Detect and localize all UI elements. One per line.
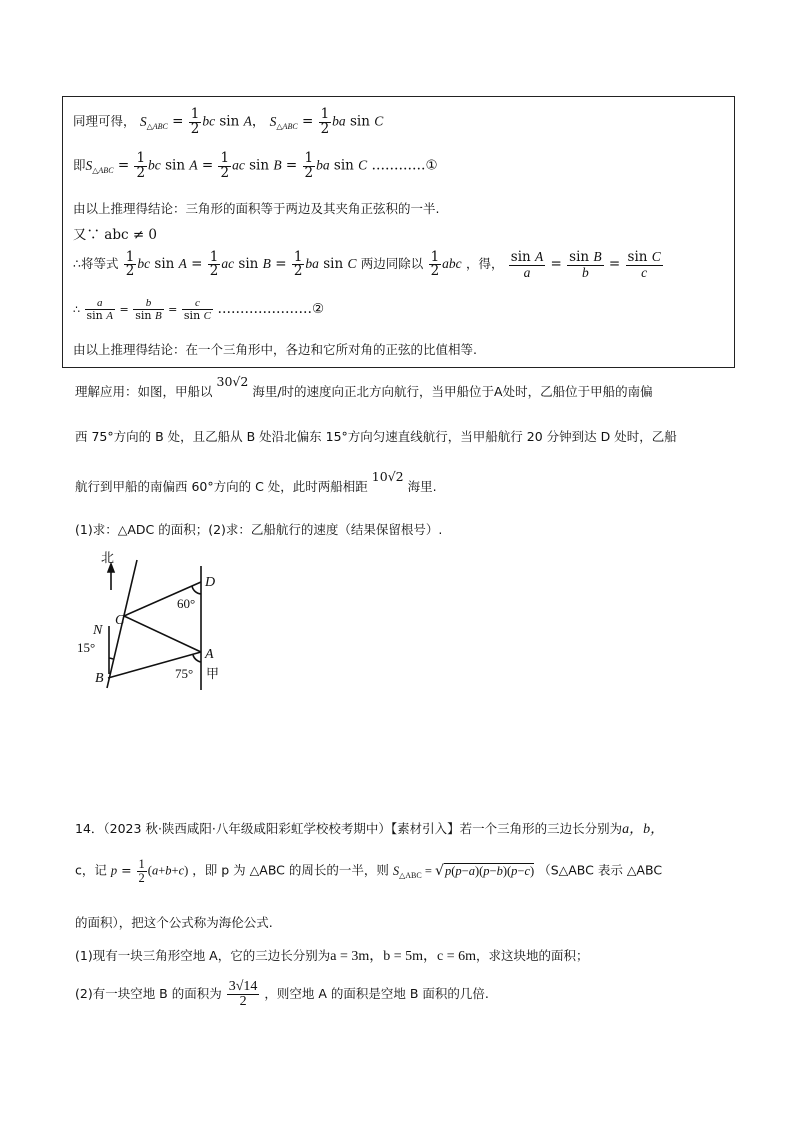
proof-marker-2: …………………② — [217, 301, 325, 317]
problem-14-q1-values: a = 3m，b = 5m，c = 6m — [330, 949, 477, 964]
ship-distance: 10√2 — [371, 469, 404, 484]
angle-arc-60 — [192, 586, 201, 594]
label-a: A — [205, 647, 214, 662]
problem-14-line-3: 的面积），把这个公式称为海伦公式. — [75, 915, 273, 930]
proof-marker-1: …………① — [371, 157, 438, 174]
problem-14-line-1 — [75, 818, 664, 838]
proof-line-3: 由以上推理得结论：三角形的面积等于两边及其夹角正弦积的一半. — [73, 201, 440, 216]
label-angle-75: 75° — [175, 666, 194, 681]
proof-line-1: 同理可得， $S_{\triangle ABC}$ = $\frac{1}{2}$ bc sin A， $S_{\triangle ABC}$ = $\frac{1}{2}$ ba sin C — [73, 106, 384, 137]
problem-14-line-2-a: c，记 — [75, 862, 107, 878]
application-questions: (1)求：△ADC 的面积；(2)求：乙船航行的速度（结果保留根号）. — [75, 522, 443, 537]
angle-arc-15 — [109, 658, 113, 659]
label-n: N — [93, 623, 103, 638]
angle-arc-75 — [193, 655, 201, 662]
problem-14-line-2: c，记 p = $\frac{1}{2}$ (a+b+c) ，即 p 为 △ABC 的周长的一半，则 $S_{\triangle ABC} = √p(p-a)(p-b)(p-c)$ （S△ABC 表示 △ABC — [75, 857, 663, 885]
problem-14-vars: a，b， — [622, 822, 665, 837]
proof-line-6: ∴ $\frac{a}{\text{sin A}}$ = $\frac{b}{\text{sin B}}$ = $\frac{c}{\text{sin C}}$ …………………② — [73, 297, 325, 322]
proof-line-4: 又∵ abc ≠ 0 — [73, 227, 158, 243]
application-line-1-a: 理解应用：如图，甲船以 — [75, 384, 213, 399]
problem-14-q1-text: (1)现有一块三角形空地 A，它的三边长分别为 — [75, 948, 331, 963]
proof-line-5-prefix: ∴将等式 — [73, 256, 119, 271]
proof-line-5-mid: 两边同除以 — [360, 256, 424, 271]
label-jia: 甲 — [206, 667, 220, 682]
problem-14-line-2-b: ，即 p 为 △ABC 的周长的一半，则 — [192, 862, 389, 878]
application-line-3-b: 海里. — [407, 479, 437, 494]
application-line-1-b: 海里/时的速度向正北方向航行，当甲船位于A处时，乙船位于甲船的南偏 — [252, 384, 653, 399]
proof-line-7: 由以上推理得结论：在一个三角形中，各边和它所对角的正弦的比值相等. — [73, 342, 477, 357]
problem-14-line-2-c: （S△ABC 表示 △ABC — [538, 862, 663, 878]
application-line-2: 西 75°方向的 B 处，且乙船从 B 处沿北偏东 15°方向匀速直线航行，当甲船航行 20 分钟到达 D 处时，乙船 — [75, 429, 677, 444]
label-b: B — [95, 671, 104, 686]
problem-14-intro: 14．（2023 秋·陕西咸阳·八年级咸阳彩虹学校校考期中）【素材引入】若一个三角形的三边长分别为 — [75, 821, 623, 836]
label-angle-60: 60° — [177, 596, 196, 611]
segment-ca — [124, 616, 201, 652]
problem-14-question-2 — [75, 980, 489, 1009]
navigation-figure — [75, 548, 235, 698]
label-c: C — [115, 613, 125, 628]
proof-line-2-prefix: 即 — [73, 157, 86, 173]
application-line-3-a: 航行到甲船的南偏西 60°方向的 C 处，此时两船相距 — [75, 479, 368, 494]
problem-14-q2-ask: ，则空地 A 的面积是空地 B 面积的几倍. — [264, 986, 489, 1001]
application-line-1 — [75, 374, 653, 400]
proof-box — [62, 96, 735, 368]
label-angle-15: 15° — [77, 640, 96, 655]
proof-line-2: 即$S_{\triangle ABC}$ = $\frac{1}{2}$ bc sin A = $\frac{1}{2}$ ac sin B = $\frac{1}{2}$ ba sin C …………① — [73, 150, 438, 181]
application-line-3 — [75, 469, 437, 495]
proof-line-5: ∴将等式 $\frac{1}{2}$ bc sin A = $\frac{1}{2}$ ac sin B = $\frac{1}{2}$ ba sin C 两边同除以 $\frac{1}{2}$ abc ，得， $\frac{\text{sin A}}{a}$ = $\frac{\text{sin B}}{b}$ = $\frac{\text{sin C}}{c}$ — [73, 248, 661, 280]
ship-speed: 30√2 — [216, 374, 249, 389]
problem-14-question-1 — [75, 945, 589, 965]
area-b-denominator: 2 — [239, 994, 247, 1009]
area-b-numerator: 3√14 — [228, 979, 258, 994]
problem-14-q2-text: (2)有一块空地 B 的面积为 — [75, 986, 222, 1001]
problem-14-q1-ask: ，求这块地的面积； — [476, 948, 589, 963]
label-d: D — [205, 575, 216, 590]
proof-line-1-prefix: 同理可得， — [73, 113, 136, 129]
proof-line-5-get: ，得， — [465, 256, 504, 271]
label-north: 北 — [101, 551, 115, 566]
